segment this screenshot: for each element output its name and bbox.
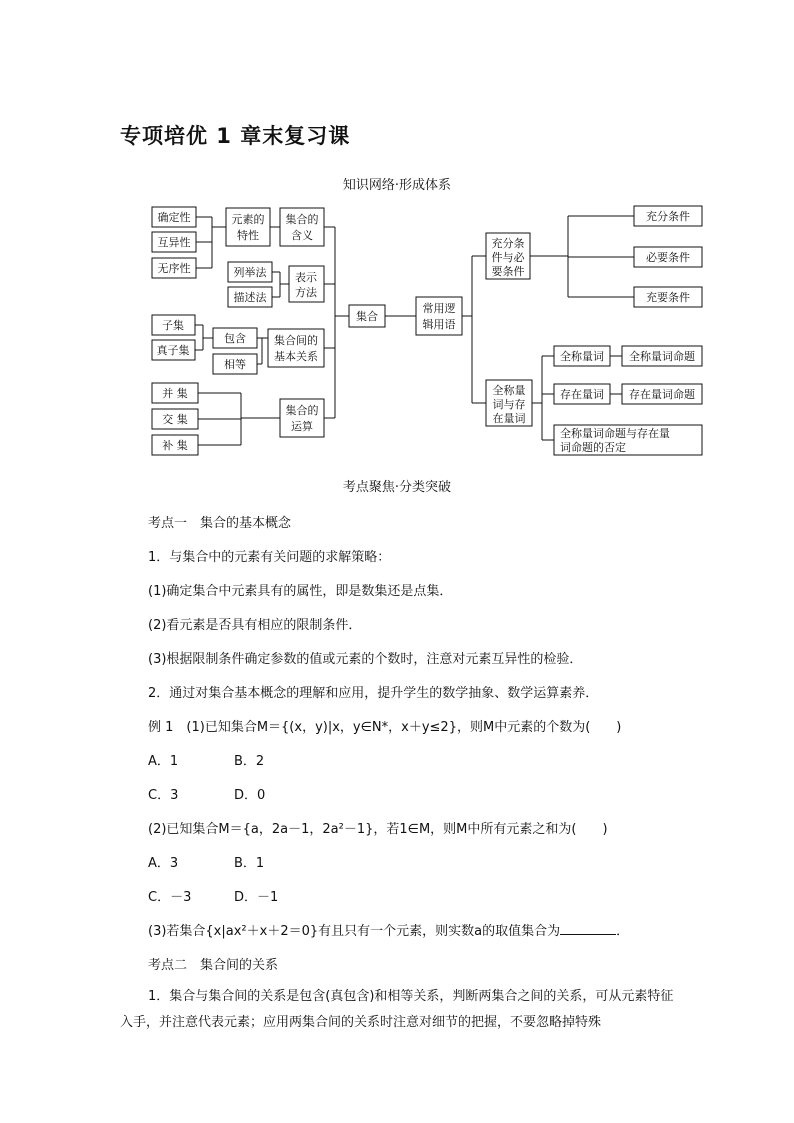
svg-text:基本关系: 基本关系 [274, 350, 318, 363]
svg-text:特性: 特性 [237, 229, 259, 242]
node-determinacy [152, 207, 196, 227]
svg-text:充分条: 充分条 [491, 237, 525, 250]
node-set-operations [280, 399, 324, 437]
node-set-root [349, 305, 385, 327]
svg-text:描述法: 描述法 [233, 291, 267, 304]
paragraph: (1)确定集合中元素具有的属性，即是数集还是点集． [148, 584, 453, 599]
option-b: B．2 [234, 754, 265, 769]
node-quantifier-group [486, 380, 532, 426]
node-basic-relations [268, 329, 324, 367]
svg-text:集合间的: 集合间的 [274, 334, 318, 347]
paragraph: 1．集合与集合间的关系是包含(真包含)和相等关系，判断两集合之间的关系，可从元素特征入手，并注意代表元素；应用两集合间的关系时注意对细节的把握，不要忽略掉特殊 [120, 989, 674, 1030]
example1-part2-options-ab [148, 852, 264, 871]
svg-text:列举法: 列举法 [233, 266, 267, 279]
node-complement [152, 435, 198, 455]
paragraph: (2)看元素是否具有相应的限制条件． [148, 618, 362, 633]
svg-text:交 集: 交 集 [162, 413, 188, 426]
node-universal-quantifier [554, 346, 610, 366]
svg-text:常用逻: 常用逻 [422, 302, 456, 315]
node-logic-terms [416, 297, 462, 335]
node-existential-quantifier [554, 384, 610, 404]
svg-text:全称量词: 全称量词 [560, 350, 604, 363]
example1-part3-question [148, 920, 629, 939]
node-subset [152, 315, 195, 335]
node-label: 确定性 [157, 211, 191, 224]
node-sufficient [634, 206, 702, 226]
svg-text:充要条件: 充要条件 [646, 291, 690, 304]
svg-text:件与必: 件与必 [491, 251, 525, 264]
node-universal-proposition [622, 346, 702, 366]
svg-text:在量词: 在量词 [492, 412, 526, 425]
topic2-heading: 考点二 集合间的关系 [148, 958, 279, 973]
svg-text:要条件: 要条件 [491, 265, 525, 278]
svg-text:表示: 表示 [295, 271, 317, 284]
svg-text:全称量: 全称量 [492, 384, 526, 397]
svg-text:辑用语: 辑用语 [422, 318, 456, 331]
svg-text:方法: 方法 [295, 286, 317, 299]
node-label: 互异性 [157, 236, 191, 249]
example1-part2-options-cd [148, 886, 278, 905]
node-proper-subset [152, 340, 195, 360]
node-unorderedness [152, 258, 196, 278]
node-containment [213, 328, 257, 348]
svg-text:集合: 集合 [356, 310, 378, 323]
svg-text:词与存: 词与存 [492, 398, 526, 411]
svg-text:真子集: 真子集 [156, 344, 190, 357]
node-equality [213, 354, 257, 374]
node-necessary-sufficient [634, 287, 702, 307]
node-existential-proposition [622, 384, 702, 404]
example1-options-ab [148, 750, 264, 769]
svg-text:元素的: 元素的 [231, 213, 265, 226]
example1-question: 例 1 (1)已知集合M＝{(x，y)|x，y∈N*，x＋y≤2}，则M中元素的个数为( ) [148, 720, 622, 735]
topic1-heading: 考点一 集合的基本概念 [148, 516, 292, 531]
svg-text:并 集: 并 集 [162, 387, 188, 400]
node-distinctness [152, 232, 196, 252]
paragraph: (3)根据限制条件确定参数的值或元素的个数时，注意对元素互异性的检验． [148, 652, 583, 667]
knowledge-network-diagram [0, 190, 794, 460]
svg-text:必要条件: 必要条件 [646, 251, 690, 264]
option-a: A．1 [148, 754, 179, 769]
svg-text:子集: 子集 [162, 319, 184, 332]
node-necessary [634, 247, 702, 267]
node-representation [289, 266, 324, 302]
svg-text:存在量词: 存在量词 [560, 388, 604, 401]
question-end: ． [616, 924, 630, 939]
node-description [228, 287, 272, 307]
paragraph: 1．与集合中的元素有关问题的求解策略： [148, 550, 391, 565]
option-d: D．0 [234, 788, 266, 803]
option-c: C．－3 [148, 890, 192, 905]
page-title: 专项培优 1 章末复习课 [120, 124, 351, 148]
node-union [152, 383, 198, 403]
answer-blank [560, 922, 616, 935]
svg-text:包含: 包含 [224, 332, 246, 345]
svg-text:全称量词命题: 全称量词命题 [629, 350, 695, 363]
svg-text:运算: 运算 [291, 420, 313, 433]
example1-part2-question: (2)已知集合M＝{a，2a－1，2a²－1}，若1∈M，则M中所有元素之和为( ) [148, 822, 608, 837]
option-d: D．－1 [234, 890, 279, 905]
question-text: (3)若集合{x|ax²＋x＋2＝0}有且只有一个元素，则实数a的取值集合为 [148, 924, 561, 939]
svg-text:相等: 相等 [224, 358, 246, 371]
example1-options-cd [148, 784, 265, 803]
diagram-connectors [195, 216, 634, 445]
node-enumeration [228, 262, 272, 282]
svg-text:集合的: 集合的 [285, 404, 319, 417]
option-b: B．1 [234, 856, 265, 871]
node-element-properties [226, 208, 270, 246]
node-negation [554, 425, 702, 455]
section-title-knowledge-network: 知识网络·形成体系 [342, 178, 452, 193]
paragraph: 2．通过对集合基本概念的理解和应用，提升学生的数学抽象、数学运算素养． [148, 686, 599, 701]
section-title-key-points: 考点聚焦·分类突破 [342, 480, 452, 495]
svg-text:词命题的否定: 词命题的否定 [560, 441, 626, 454]
svg-text:集合的: 集合的 [285, 213, 319, 226]
option-c: C．3 [148, 788, 179, 803]
svg-text:存在量词命题: 存在量词命题 [629, 388, 695, 401]
svg-text:充分条件: 充分条件 [646, 210, 690, 223]
node-conditions-group [486, 233, 530, 279]
node-set-meaning [280, 208, 324, 246]
svg-text:含义: 含义 [291, 229, 313, 242]
node-intersection [152, 409, 198, 429]
svg-text:全称量词命题与存在量: 全称量词命题与存在量 [560, 427, 670, 440]
svg-text:补 集: 补 集 [162, 439, 188, 452]
option-a: A．3 [148, 856, 179, 871]
node-label: 无序性 [157, 262, 191, 275]
